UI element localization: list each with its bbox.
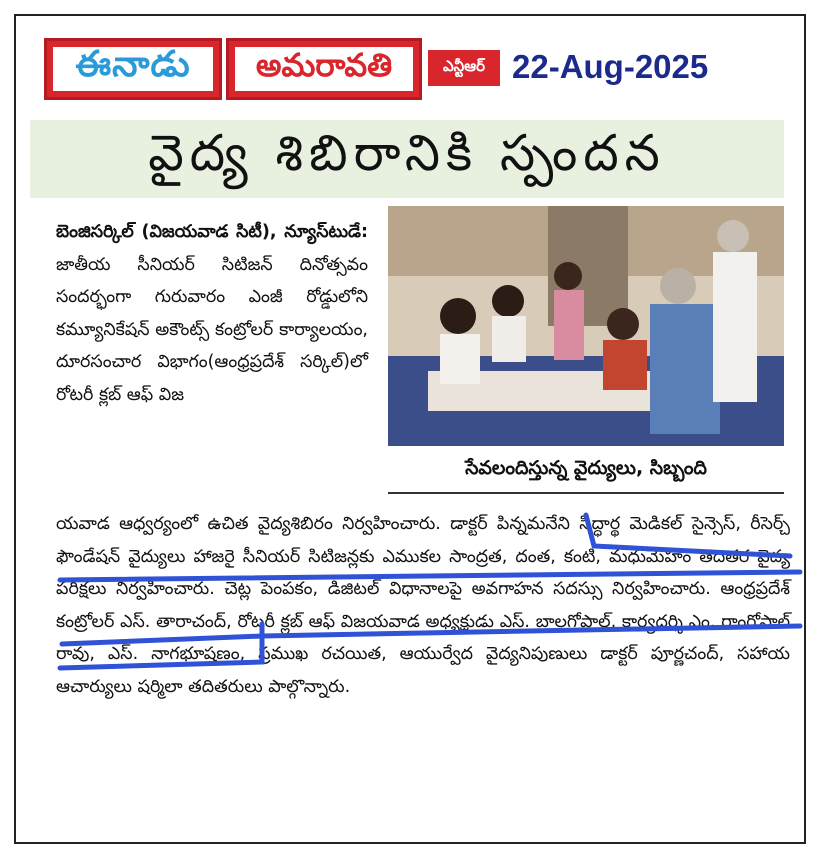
column-body: జాతీయ సీనియర్ సిటిజన్ దినోత్సవం సందర్భంగా గురువారం ఎంజీ రోడ్డులోని కమ్యూనికేషన్ అకౌంట్స్ కంట్రోలర్ కార్యాలయం, దూరసంచార విభాగం(ఆంధ్రప్రదేశ్ సర్కిల్)లో రోటరీ క్లబ్ ఆఫ్ విజ: [56, 254, 368, 405]
caption-rule: [388, 492, 784, 494]
dateline: బెంజిసర్కిల్ (విజయవాడ సిటీ), న్యూస్‌టుడే:: [56, 222, 368, 242]
district-badge: ఎన్టీఆర్: [428, 50, 500, 86]
headline: వైద్య శిబిరానికి స్పందన: [148, 123, 666, 182]
article-full-text: యవాడ ఆధ్వర్యంలో ఉచిత వైద్యశిబిరం నిర్వహించారు. డాక్టర్ పిన్నమనేని సిద్ధార్థ మెడికల్ సైన్సెస్, రీసెర్చ్ ఫౌండేషన్ వైద్యులు హాజరై సీనియర్ సిటిజన్లకు ఎముకల సాంద్రత, దంత, కంటి, మధుమేహం తదితర వైద్య పరీక్షలు నిర్వహించారు. చెట్ల పెంపకం, డిజిటల్ విధానాలపై అవగాహన సదస్సు నిర్వహించారు. ఆంధ్రప్రదేశ్ కంట్రోలర్ ఎస్. తారాచంద్, రోటరీ క్లబ్ ఆఫ్ విజయవాడ అధ్యక్షుడు ఎస్. బాలగోపాల్, కార్యదర్శి ఎం. రాంగోపాల్ రావు, ఎస్. నాగభూషణం, ప్రముఖ రచయిత, ఆయుర్వేద వైద్యనిపుణులు డాక్టర్ పూర్ణచంద్, సహాయ ఆచార్యులు షర్మిలా తదితరులు పాల్గొన్నారు.: [56, 514, 790, 697]
eenadu-logo: [44, 38, 222, 100]
photo-caption: సేవలందిస్తున్న వైద్యులు, సిబ్బంది: [465, 456, 707, 479]
edition-name: అమరావతి: [255, 46, 393, 84]
headline-banner: [30, 120, 784, 198]
article-column-text: [56, 216, 368, 411]
photo-illustration: [388, 206, 784, 446]
paper-name: ఈనాడు: [75, 44, 191, 85]
edition-date: 22-Aug-2025: [512, 48, 709, 85]
article-photo: [388, 206, 784, 446]
edition-logo: [226, 38, 422, 100]
